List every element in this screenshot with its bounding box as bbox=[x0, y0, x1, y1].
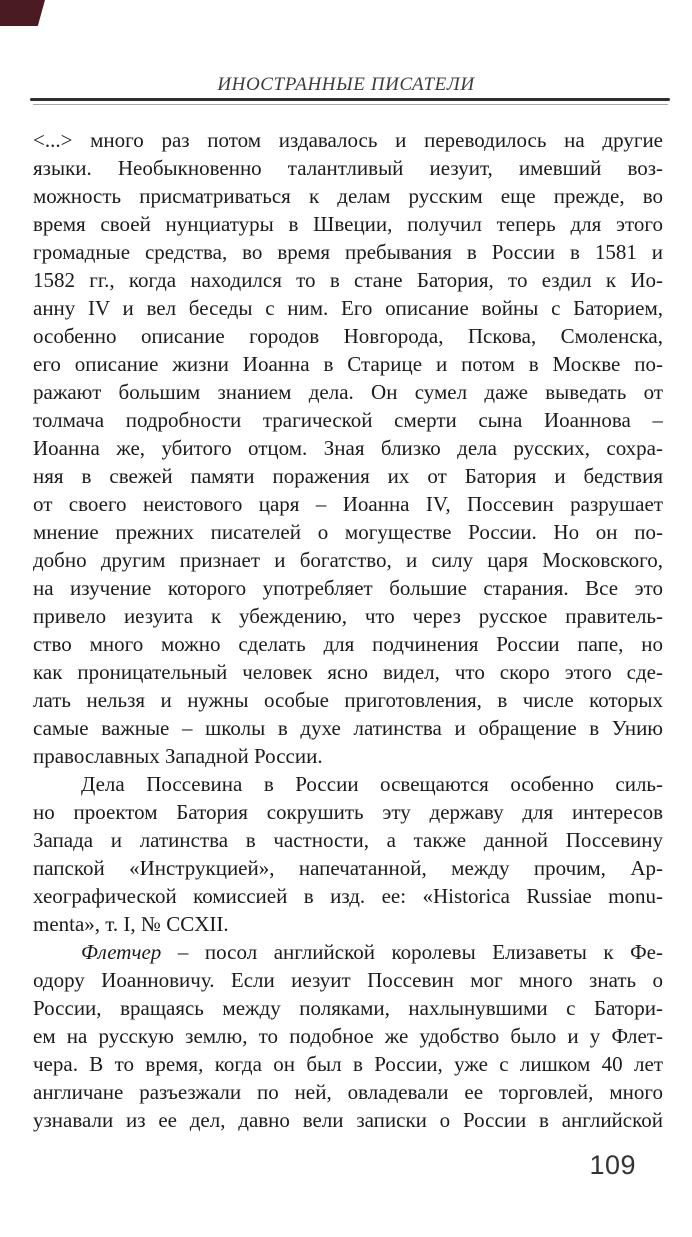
text-line: привело иезуита к убеждению, что через русское правитель- bbox=[33, 604, 663, 628]
italic-lead-word: Флетчер bbox=[81, 940, 162, 964]
text-line: Иоанна же, убитого отцом. Зная близко дела русских, сохра- bbox=[33, 436, 663, 460]
text-line: анну IV и вел беседы с ним. Его описание войны с Баторием, bbox=[33, 296, 663, 320]
paragraph bbox=[33, 770, 663, 938]
text-line: его описание жизни Иоанна в Старице и потом в Москве по- bbox=[33, 352, 663, 376]
text-line: няя в свежей памяти поражения их от Батория и бедствия bbox=[33, 464, 663, 488]
line-text: – посол английской королевы Елизаветы к Фе- bbox=[161, 940, 663, 964]
page-body-text bbox=[33, 126, 663, 1134]
page-number: 109 bbox=[589, 1150, 636, 1180]
text-line: самые важные – школы в духе латинства и обращение в Унию bbox=[33, 716, 663, 740]
text-line: добно другим признает и богатство, и силу царя Московского, bbox=[33, 548, 663, 572]
text-line: узнавали из ее дел, давно вели записки о России в английской bbox=[33, 1108, 663, 1132]
text-line: как проницательный человек ясно видел, что скоро этого сде- bbox=[33, 660, 663, 684]
text-line: <...> много раз потом издавалось и переводилось на другие bbox=[33, 128, 663, 152]
scan-corner-artifact bbox=[0, 0, 45, 26]
text-line: языки. Необыкновенно талантливый иезуит, имевший воз- bbox=[33, 156, 663, 180]
text-line: время своей нунциатуры в Швеции, получил теперь для этого bbox=[33, 212, 663, 236]
text-line: чера. В то время, когда он был в России, уже с лишком 40 лет bbox=[33, 1052, 663, 1076]
text-line: громадные средства, во время пребывания в России в 1581 и bbox=[33, 240, 663, 264]
text-line: англичане разъезжали по ней, овладевали ее торговлей, много bbox=[33, 1080, 663, 1104]
text-line: мнение прежних писателей о могуществе России. Но он по- bbox=[33, 520, 663, 544]
text-line: одору Иоанновичу. Если иезуит Поссевин мог много знать о bbox=[33, 968, 663, 992]
paragraph bbox=[33, 126, 663, 770]
running-header: ИНОСТРАННЫЕ ПИСАТЕЛИ bbox=[217, 74, 475, 95]
text-line: Запада и латинства в частности, а также данной Поссевину bbox=[33, 828, 663, 852]
text-line: православных Западной России. bbox=[33, 744, 323, 768]
text-line: от своего неистового царя – Иоанна IV, Поссевин разрушает bbox=[33, 492, 663, 516]
header-rule bbox=[30, 98, 670, 101]
text-line: menta», т. I, № CCXII. bbox=[33, 912, 229, 936]
text-line: 1582 гг., когда находился то в стане Батория, то ездил к Ио- bbox=[33, 268, 663, 292]
text-line: Дела Поссевина в России освещаются особенно силь- bbox=[81, 772, 663, 796]
text-line bbox=[33, 938, 663, 966]
text-line: хеографической комиссией в изд. ее: «Historica Russiae monu- bbox=[33, 884, 663, 908]
header-rule-shadow bbox=[33, 104, 668, 105]
text-line: России, вращаясь между поляками, нахлынувшими с Батори- bbox=[33, 996, 663, 1020]
paragraph bbox=[33, 938, 663, 1134]
text-line: ство много можно сделать для подчинения России папе, но bbox=[33, 632, 663, 656]
text-line: лать нельзя и нужны особые приготовления, в числе которых bbox=[33, 688, 663, 712]
text-line: на изучение которого употребляет большие старания. Все это bbox=[33, 576, 663, 600]
text-line: папской «Инструкцией», напечатанной, между прочим, Ар- bbox=[33, 856, 663, 880]
text-line: ем на русскую землю, то подобное же удобство было и у Флет- bbox=[33, 1024, 663, 1048]
text-line: толмача подробности трагической смерти сына Иоаннова – bbox=[33, 408, 663, 432]
text-line: можность присматриваться к делам русским еще прежде, во bbox=[33, 184, 663, 208]
text-line: но проектом Батория сокрушить эту державу для интересов bbox=[33, 800, 663, 824]
text-line: ражают большим знанием дела. Он сумел даже выведать от bbox=[33, 380, 663, 404]
text-line: особенно описание городов Новгорода, Пскова, Смоленска, bbox=[33, 324, 663, 348]
